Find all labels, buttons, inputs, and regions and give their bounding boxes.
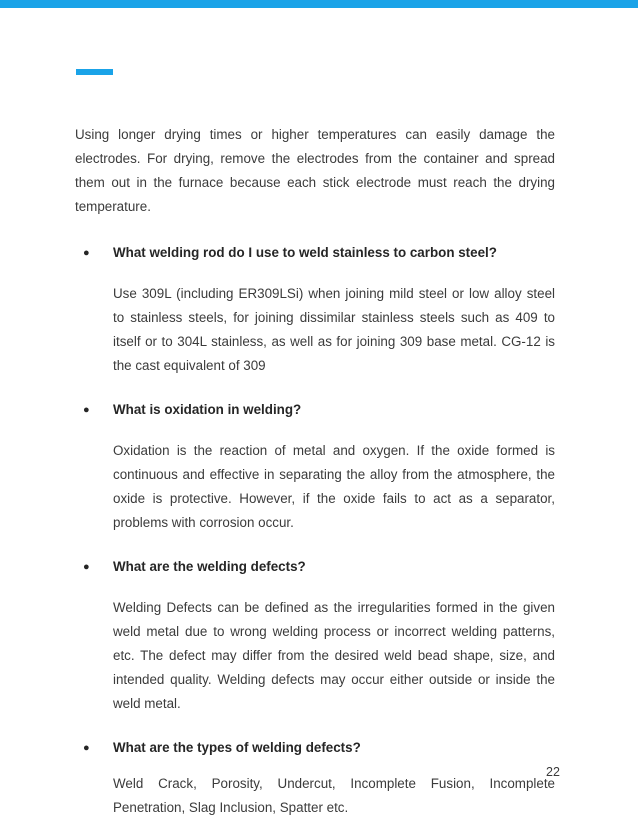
faq-item-rod (75, 243, 555, 378)
bullet-icon: ● (83, 561, 90, 573)
faq-answer: Oxidation is the reaction of metal and oxygen. If the oxide formed is continuous and effective in separating the alloy from the atmosphere, the oxide is protective. However, if the oxide fails to act as a separator, problems with corrosion occur. (113, 443, 555, 530)
faq-answer: Weld Crack, Porosity, Undercut, Incomplete Fusion, Incomplete Penetration, Slag Inclusion, Spatter etc. (113, 776, 555, 815)
faq-question (83, 400, 555, 420)
faq-answer: Welding Defects can be defined as the irregularities formed in the given weld metal due to wrong welding process or incorrect welding patterns, etc. The defect may differ from the desired weld bead shape, size, and intended quality. Welding defects may occur either outside or inside the weld metal. (113, 600, 555, 711)
faq-question-text: What is oxidation in welding? (113, 402, 302, 417)
faq-answer: Use 309L (including ER309LSi) when joining mild steel or low alloy steel to stainless steels, for joining dissimilar stainless steels such as 409 to itself or to 304L stainless, as well as for joining 309 base metal. CG-12 is the cast equivalent of 309 (113, 286, 555, 373)
bullet-icon: ● (83, 742, 90, 754)
page-content (75, 123, 555, 820)
faq-item-defects (75, 557, 555, 716)
faq-question-text: What are the types of welding defects? (113, 740, 361, 755)
top-accent-bar (0, 0, 638, 8)
faq-item-defect-types (75, 738, 555, 820)
faq-question (83, 243, 555, 263)
faq-item-oxidation (75, 400, 555, 535)
faq-list (75, 243, 555, 820)
faq-question (83, 557, 555, 577)
faq-question-text: What welding rod do I use to weld stainless to carbon steel? (113, 245, 497, 260)
faq-question (83, 738, 555, 758)
bullet-icon: ● (83, 404, 90, 416)
intro-paragraph: Using longer drying times or higher temperatures can easily damage the electrodes. For drying, remove the electrodes from the container and spread them out in the furnace because each stick electrode must reach the drying temperature. (75, 127, 555, 214)
faq-question-text: What are the welding defects? (113, 559, 306, 574)
section-accent-dash (76, 69, 113, 75)
bullet-icon: ● (83, 247, 90, 259)
page-number: 22 (546, 765, 560, 779)
